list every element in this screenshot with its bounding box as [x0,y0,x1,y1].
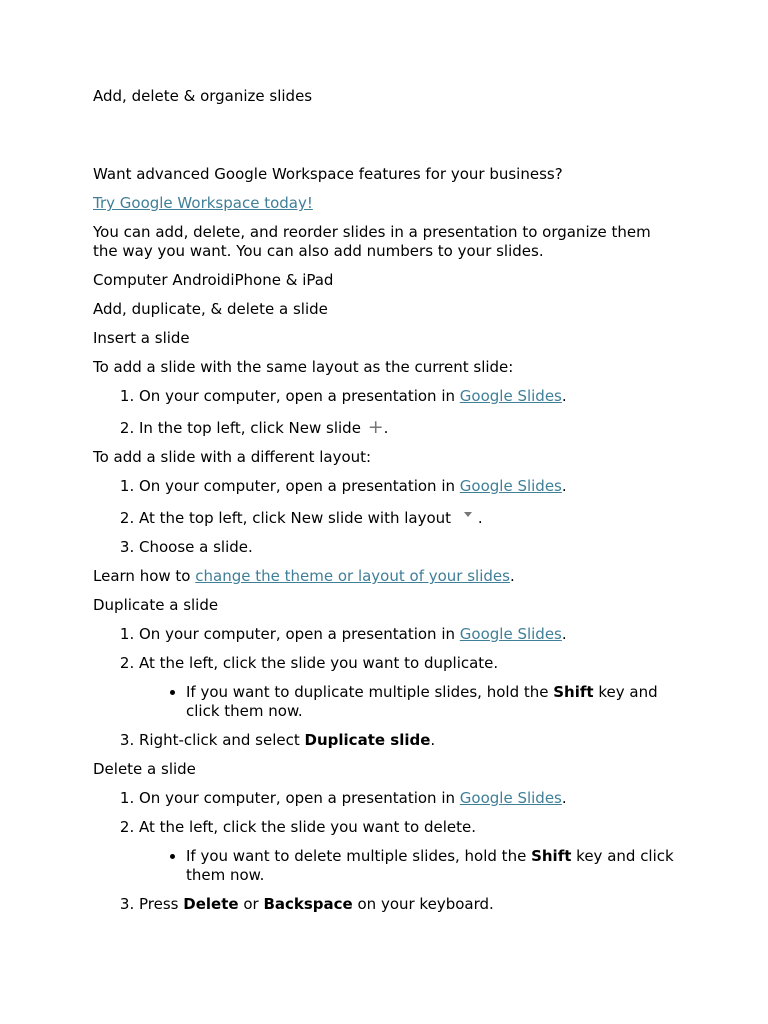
delete-heading: Delete a slide [93,760,196,778]
list-item: 3. Choose a slide. [139,538,678,557]
step-text: or [238,895,264,913]
step-text: In the top left, click New slide [139,419,366,437]
shift-key-label: Shift [553,683,594,701]
step-text: On your computer, open a presentation in [139,789,460,807]
google-slides-link[interactable]: Google Slides [459,387,562,405]
tip-text: If you want to duplicate multiple slides, hold the [186,683,554,701]
step-text: At the top left, click New slide with layout [139,509,456,527]
learn-text: Learn how to [93,567,196,585]
learn-text: . [509,567,515,585]
delete-tips [139,847,678,885]
step-text: . [477,509,483,527]
list-item [139,625,678,644]
google-slides-link[interactable]: Google Slides [459,477,562,495]
duplicate-steps [93,625,678,750]
step-text: . [383,419,389,437]
learn-more [93,567,678,586]
list-item [186,683,678,721]
delete-steps [93,789,678,914]
tip-text: If you want to delete multiple slides, hold the [186,847,532,865]
section-heading: Add, duplicate, & delete a slide [93,300,328,318]
step-text: . [561,625,567,643]
shift-key-label: Shift [531,847,572,865]
step-text: On your computer, open a presentation in [139,625,460,643]
same-layout-intro: To add a slide with the same layout as the current slide: [93,358,514,376]
change-theme-link[interactable]: change the theme or layout of your slides [195,567,510,585]
platform-tabs: Computer AndroidiPhone & iPad [93,271,334,289]
list-item [186,847,678,885]
step-text: . [430,731,436,749]
step-text: Press [139,895,184,913]
step-text: Right-click and select [139,731,305,749]
step-text: . [561,477,567,495]
step-text: . [561,387,567,405]
backspace-key-label: Backspace [263,895,353,913]
try-workspace-link[interactable]: Try Google Workspace today! [93,194,313,212]
step-text: At the left, click the slide you want to delete. [139,818,476,836]
duplicate-heading: Duplicate a slide [93,596,219,614]
promo-question: Want advanced Google Workspace features for your business? [93,165,563,183]
tip-text: key and click them now. [186,683,658,720]
different-layout-intro: To add a slide with a different layout: [93,448,372,466]
document-body [93,87,678,924]
list-item [139,416,678,438]
step-text: on your keyboard. [352,895,494,913]
list-item [139,731,678,750]
intro-text: You can add, delete, and reorder slides in a presentation to organize them the way you want. You can also add numbers to your slides. [93,223,651,260]
step-text: . [561,789,567,807]
list-item [139,477,678,496]
promo-paragraph [93,194,678,213]
list-item [139,509,678,528]
page-title: Add, delete & organize slides [93,87,313,105]
duplicate-tips [139,683,678,721]
insert-heading: Insert a slide [93,329,190,347]
list-item [139,818,678,885]
list-item [139,789,678,808]
google-slides-link[interactable]: Google Slides [459,789,562,807]
list-item [139,654,678,721]
plus-icon: + [367,416,384,438]
delete-key-label: Delete [183,895,239,913]
step-text: On your computer, open a presentation in [139,387,460,405]
google-slides-link[interactable]: Google Slides [459,625,562,643]
step-text: At the left, click the slide you want to duplicate. [139,654,499,672]
list-item [139,895,678,914]
step-text: On your computer, open a presentation in [139,477,460,495]
tip-text: key and click them now. [186,847,674,884]
same-layout-steps [93,387,678,438]
duplicate-slide-label: Duplicate slide [304,731,431,749]
caret-down-icon [464,512,472,517]
different-layout-steps [93,477,678,557]
list-item [139,387,678,406]
